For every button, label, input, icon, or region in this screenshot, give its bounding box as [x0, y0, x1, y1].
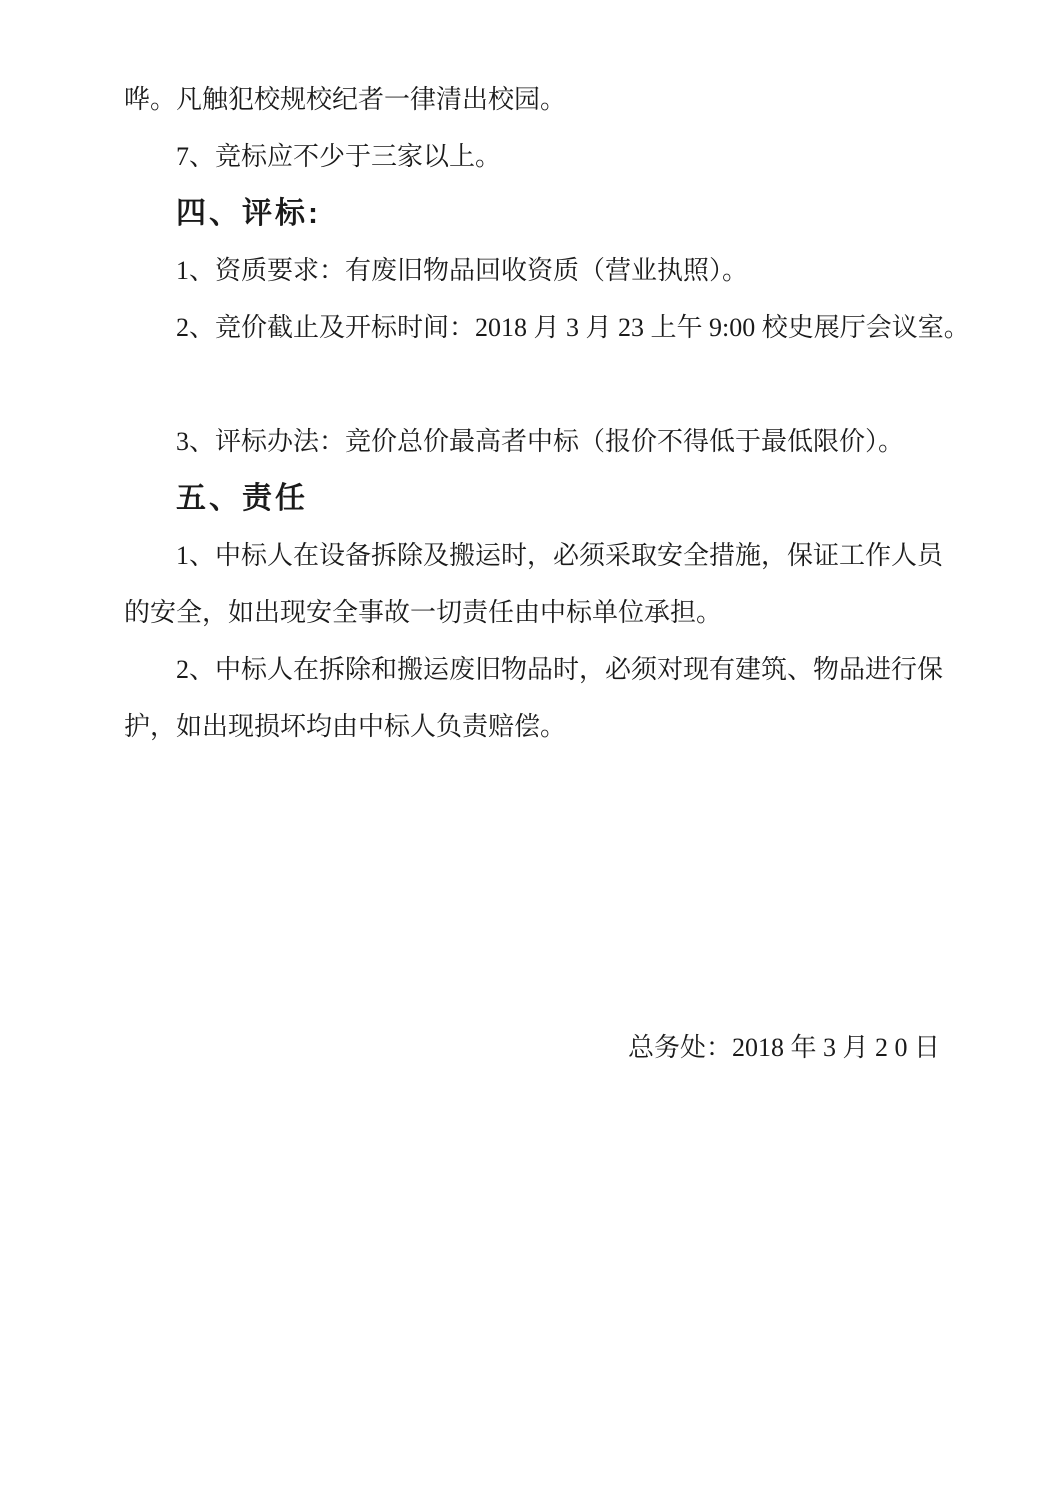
section-heading-5-zeren: 五、责任 [176, 482, 308, 515]
document-body [124, 85, 970, 770]
list-item-3-pingbiao-banfa: 3、评标办法：竞价总价最高者中标（报价不得低于最低限价）。 [176, 427, 905, 456]
list-item-7: 7、竞标应不少于三家以上。 [176, 142, 502, 171]
paragraph-continuation: 哗。凡触犯校规校纪者一律清出校园。 [124, 85, 567, 114]
list-item-1-zizhi: 1、资质要求：有废旧物品回收资质（营业执照）。 [176, 256, 749, 285]
blank-line [124, 371, 944, 399]
signature-line: 总务处：2018 年 3 月 2 0 日 [627, 1033, 940, 1062]
list-item-1-zhongbiao-line1: 1、中标人在设备拆除及搬运时，必须采取安全措施，保证工作人员 [176, 541, 944, 570]
list-item-2-zhongbiao-line1: 2、中标人在拆除和搬运废旧物品时，必须对现有建筑、物品进行保 [176, 655, 944, 684]
list-item-1-zhongbiao-line2: 的安全，如出现安全事故一切责任由中标单位承担。 [124, 598, 723, 627]
section-heading-4-pingbiao: 四、评标: [176, 197, 321, 230]
list-item-2-zhongbiao-line2: 护，如出现损坏均由中标人负责赔偿。 [124, 712, 567, 741]
list-item-2-jiezhi: 2、竞价截止及开标时间：2018 月 3 月 23 上午 9:00 校史展厅会议室。 [176, 313, 970, 342]
